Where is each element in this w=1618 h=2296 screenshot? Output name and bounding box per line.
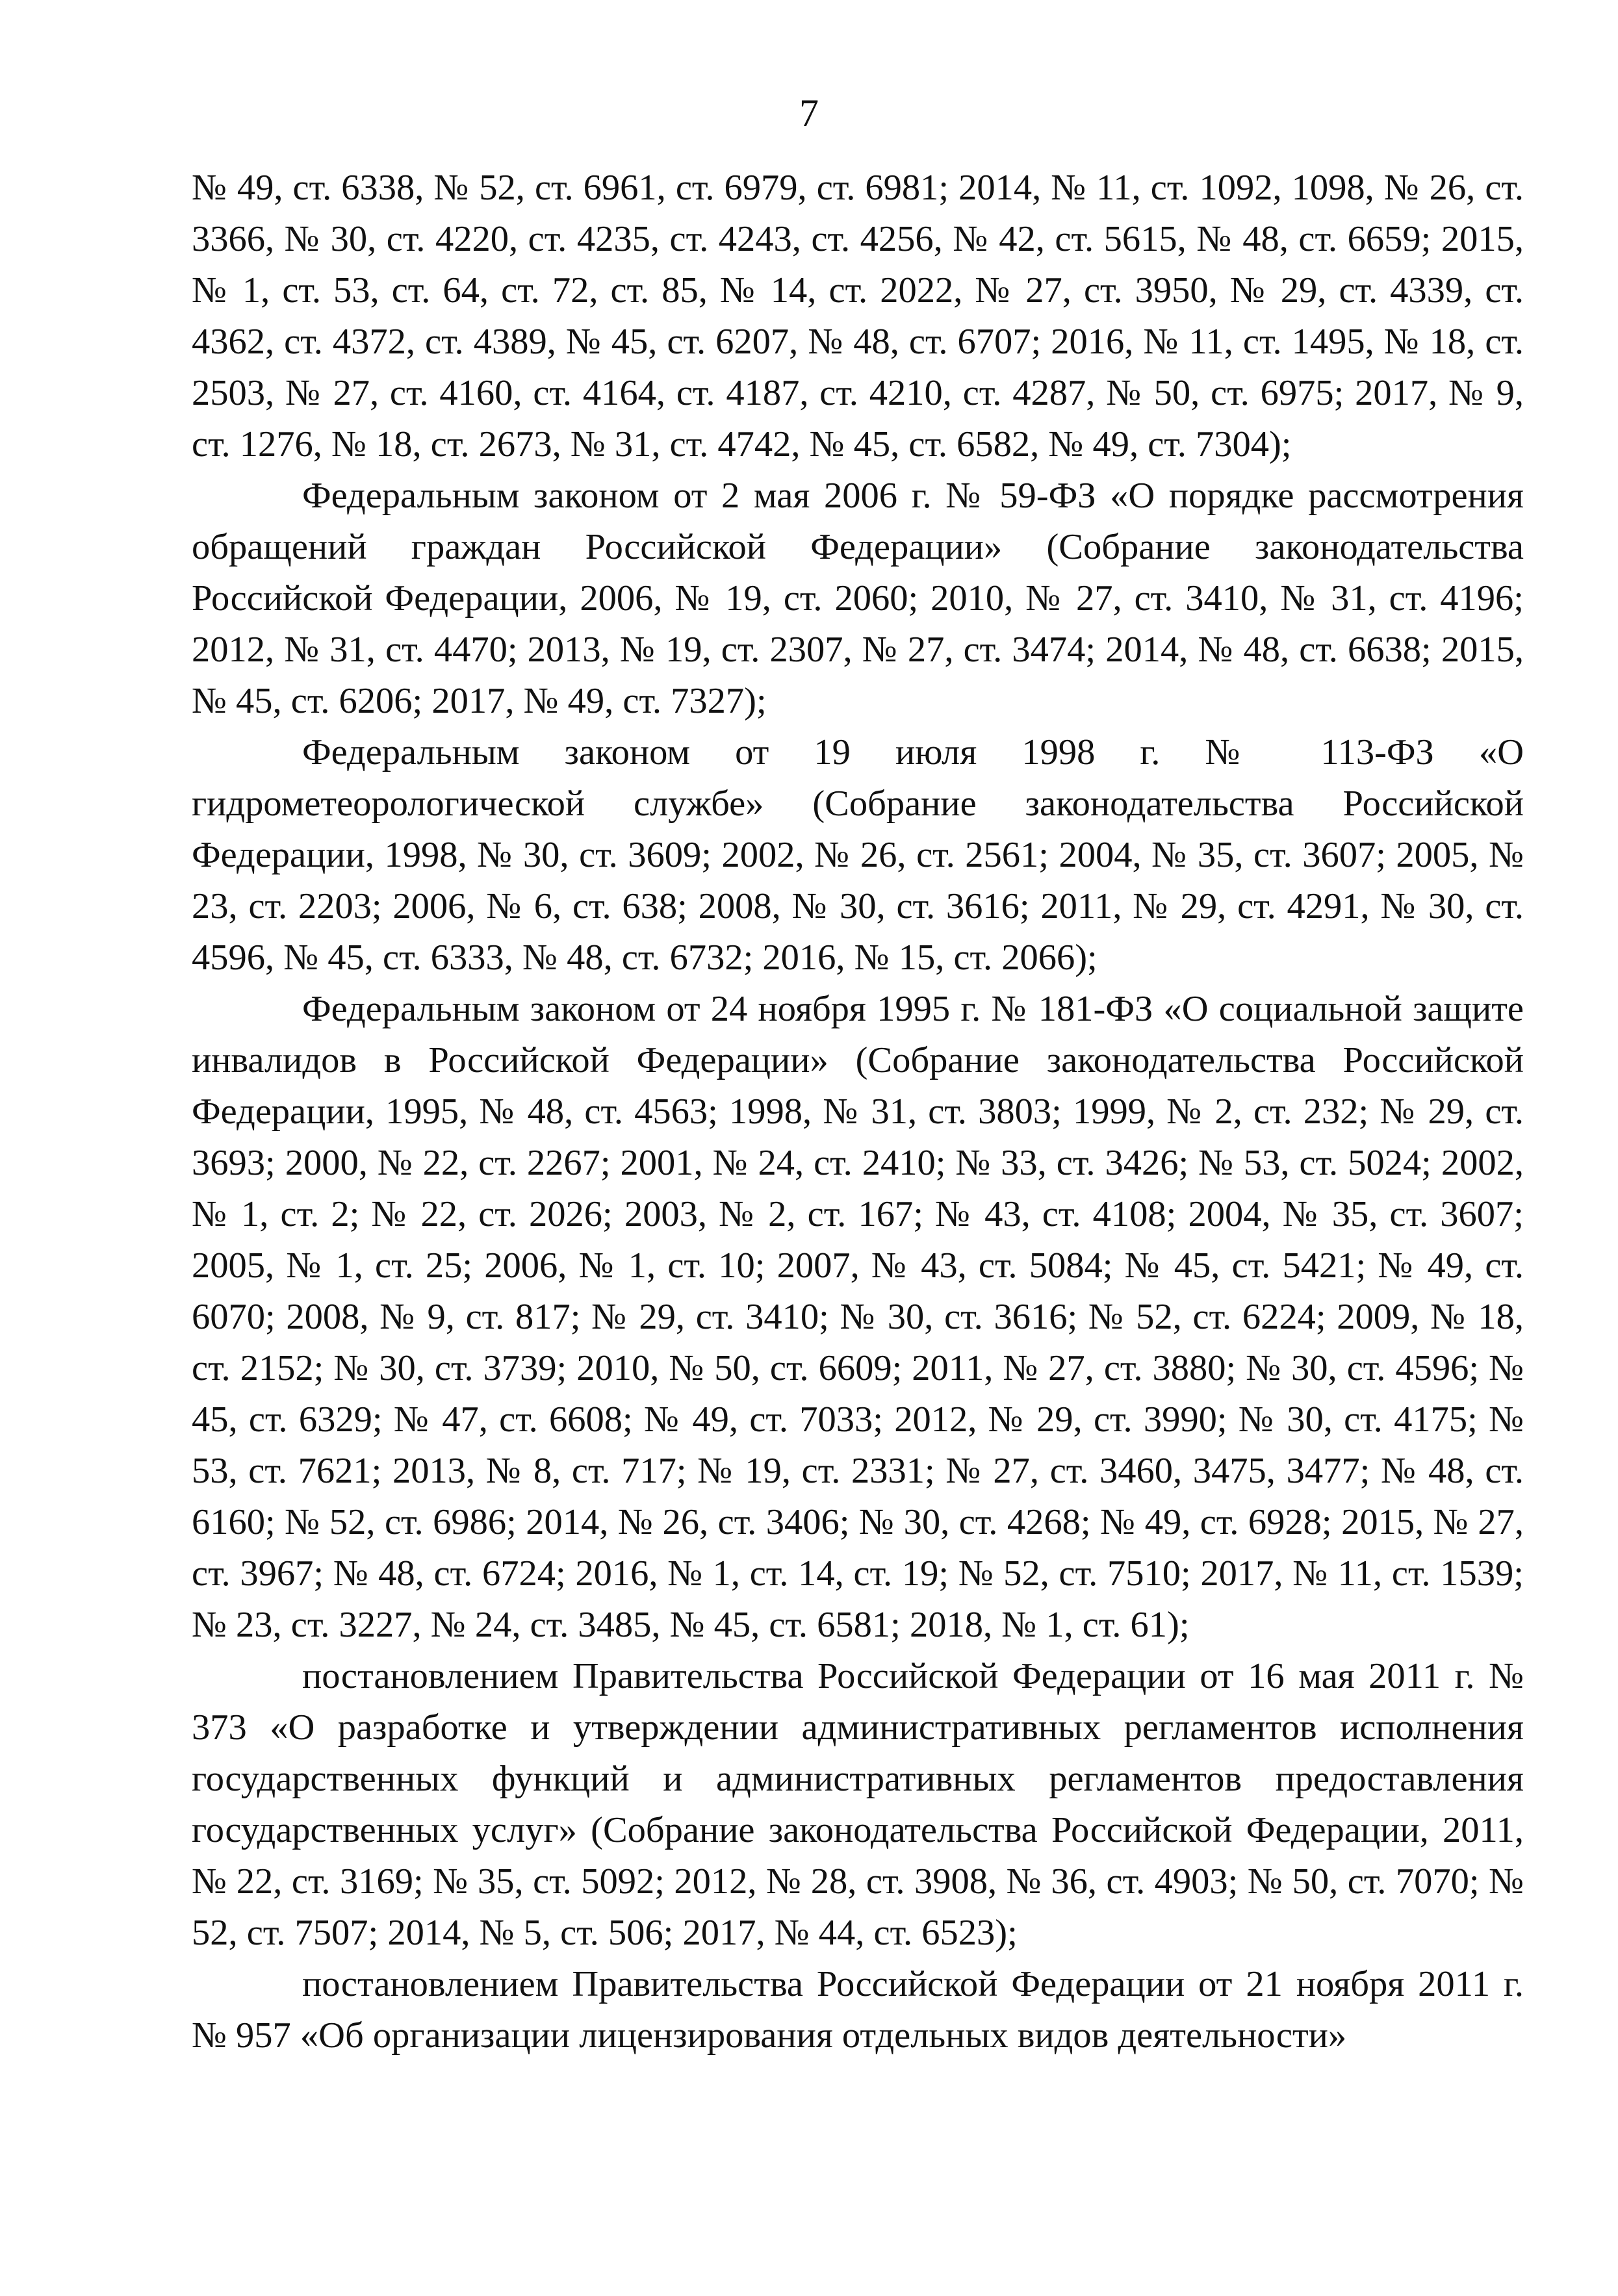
paragraph-continuation: № 49, ст. 6338, № 52, ст. 6961, ст. 6979, ст. 6981; 2014, № 11, ст. 1092, 1098, № 26, ст. 3366, № 30, ст. 4220, ст. 4235, ст. 4243, ст. 4256, № 42, ст. 5615, № 48, ст. 6659; 2015, № 1, ст. 53, ст. 64, ст. 72, ст. 85, № 14, ст. 2022, № 27, ст. 3950, № 29, ст. 4339, ст. 4362, ст. 4372, ст. 4389, № 45, ст. 6207, № 48, ст. 6707; 2016, № 11, ст. 1495, № 18, ст. 2503, № 27, ст. 4160, ст. 4164, ст. 4187, ст. 4210, ст. 4287, № 50, ст. 6975; 2017, № 9, ст. 1276, № 18, ст. 2673, № 31, ст. 4742, № 45, ст. 6582, № 49, ст. 7304); [192,168,1524,465]
paragraph-resolution-373: постановлением Правительства Российской Федерации от 16 мая 2011 г. № 373 «О разработке и утверждении административных регламентов исполнения государственных функций и административных регламентов предоставления государственных услуг» (Собрание законодательства Российской Федерации, 2011, № 22, ст. 3169; № 35, ст. 5092; 2012, № 28, ст. 3908, № 36, ст. 4903; № 50, ст. 7070; № 52, ст. 7507; 2014, № 5, ст. 506; 2017, № 44, ст. 6523); [192,1656,1524,1953]
paragraph-law-59-fz: Федеральным законом от 2 мая 2006 г. № 59-ФЗ «О порядке рассмотрения обращений граждан Российской Федерации» (Собрание законодательства Российской Федерации, 2006, № 19, ст. 2060; 2010, № 27, ст. 3410, № 31, ст. 4196; 2012, № 31, ст. 4470; 2013, № 19, ст. 2307, № 27, ст. 3474; 2014, № 48, ст. 6638; 2015, № 45, ст. 6206; 2017, № 49, ст. 7327); [192,476,1524,721]
page-number: 7 [799,92,819,134]
document-body [192,162,1524,2061]
paragraph-resolution-957: постановлением Правительства Российской Федерации от 21 ноября 2011 г. № 957 «Об организации лицензирования отдельных видов деятельности» [192,1964,1524,2056]
paragraph-law-113-fz: Федеральным законом от 19 июля 1998 г. № 113-ФЗ «О гидрометеорологической службе» (Собрание законодательства Российской Федерации, 1998, № 30, ст. 3609; 2002, № 26, ст. 2561; 2004, № 35, ст. 3607; 2005, № 23, ст. 2203; 2006, № 6, ст. 638; 2008, № 30, ст. 3616; 2011, № 29, ст. 4291, № 30, ст. 4596, № 45, ст. 6333, № 48, ст. 6732; 2016, № 15, ст. 2066); [192,732,1524,978]
paragraph-law-181-fz: Федеральным законом от 24 ноября 1995 г. № 181-ФЗ «О социальной защите инвалидов в Российской Федерации» (Собрание законодательства Российской Федерации, 1995, № 48, ст. 4563; 1998, № 31, ст. 3803; 1999, № 2, ст. 232; № 29, ст. 3693; 2000, № 22, ст. 2267; 2001, № 24, ст. 2410; № 33, ст. 3426; № 53, ст. 5024; 2002, № 1, ст. 2; № 22, ст. 2026; 2003, № 2, ст. 167; № 43, ст. 4108; 2004, № 35, ст. 3607; 2005, № 1, ст. 25; 2006, № 1, ст. 10; 2007, № 43, ст. 5084; № 45, ст. 5421; № 49, ст. 6070; 2008, № 9, ст. 817; № 29, ст. 3410; № 30, ст. 3616; № 52, ст. 6224; 2009, № 18, ст. 2152; № 30, ст. 3739; 2010, № 50, ст. 6609; 2011, № 27, ст. 3880; № 30, ст. 4596; № 45, ст. 6329; № 47, ст. 6608; № 49, ст. 7033; 2012, № 29, ст. 3990; № 30, ст. 4175; № 53, ст. 7621; 2013, № 8, ст. 717; № 19, ст. 2331; № 27, ст. 3460, 3475, 3477; № 48, ст. 6160; № 52, ст. 6986; 2014, № 26, ст. 3406; № 30, ст. 4268; № 49, ст. 6928; 2015, № 27, ст. 3967; № 48, ст. 6724; 2016, № 1, ст. 14, ст. 19; № 52, ст. 7510; 2017, № 11, ст. 1539; № 23, ст. 3227, № 24, ст. 3485, № 45, ст. 6581; 2018, № 1, ст. 61); [192,989,1524,1645]
